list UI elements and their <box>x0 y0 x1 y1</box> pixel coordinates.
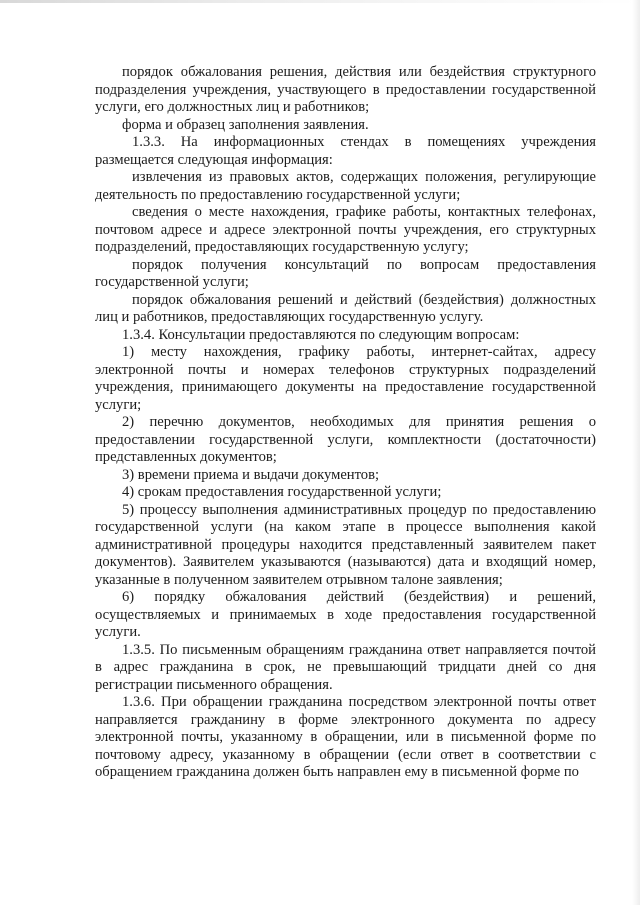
list-item-5: 5) процессу выполнения административных процедур по предоставлению государственной услуги (на каком этапе в процессе выполнения какой административной процедуры находится представленный заявителем пакет документов). Заявителем указываются (называются) дата и входящий номер, указанные в полученном заявителем отрывном талоне заявления; <box>95 501 596 588</box>
list-item-6: 6) порядку обжалования действий (бездействия) и решений, осуществляемых и принимаемых в ходе предоставления государственной услуги. <box>95 589 596 640</box>
list-item-1: 1) месту нахождения, графику работы, интернет-сайтах, адресу электронной почты и номерах телефонов структурных подразделений учреждения, принимающего документы на предоставление государственной услуги; <box>95 344 596 413</box>
list-item-2: 2) перечню документов, необходимых для принятия решения о предоставлении государственной услуги, комплектности (достаточности) представленных документов; <box>95 414 596 465</box>
paragraph-appeal-procedure: порядок обжалования решения, действия или бездействия структурного подразделения учреждения, участвующего в предоставлении государственной услуги, его должностных лиц и работников; <box>95 64 596 115</box>
list-item-3: 3) времени приема и выдачи документов; <box>122 466 380 483</box>
document-text <box>95 64 596 782</box>
paragraph-legal-extracts: извлечения из правовых актов, содержащих положения, регулирующие деятельность по предоставлению государственной услуги; <box>95 169 596 203</box>
paragraph-1-3-6: 1.3.6. При обращении гражданина посредством электронной почты ответ направляется гражданину в форме электронного документа по адресу электронной почты, указанному в обращении, или в письменной форме по почтовому адресу, указанному в обращении (если ответ в соответствии с обращением гражданина должен быть направлен ему в письменной форме по <box>95 694 596 780</box>
paragraph-1-3-3: 1.3.3. На информационных стендах в помещениях учреждения размещается следующая информация: <box>95 134 596 168</box>
paragraph-application-form: форма и образец заполнения заявления. <box>122 116 369 133</box>
paragraph-appeal-decisions: порядок обжалования решений и действий (бездействия) должностных лиц и работников, предоставляющих государственную услугу. <box>95 291 596 325</box>
paragraph-1-3-5: 1.3.5. По письменным обращениям гражданина ответ направляется почтой в адрес гражданина в срок, не превышающий тридцати дней со дня регистрации письменного обращения. <box>95 641 596 693</box>
scan-edge-right <box>632 0 640 905</box>
paragraph-consultation-procedure: порядок получения консультаций по вопросам предоставления государственной услуги; <box>95 256 596 290</box>
list-item-4: 4) срокам предоставления государственной услуги; <box>122 484 442 500</box>
paragraph-location-info: сведения о месте нахождения, графике работы, контактных телефонах, почтовом адресе и адресе электронной почты учреждения, его структурных подразделений, предоставляющих государственную услугу; <box>95 204 596 255</box>
scan-edge-top <box>0 0 640 3</box>
paragraph-1-3-4: 1.3.4. Консультации предоставляются по следующим вопросам: <box>122 326 520 343</box>
